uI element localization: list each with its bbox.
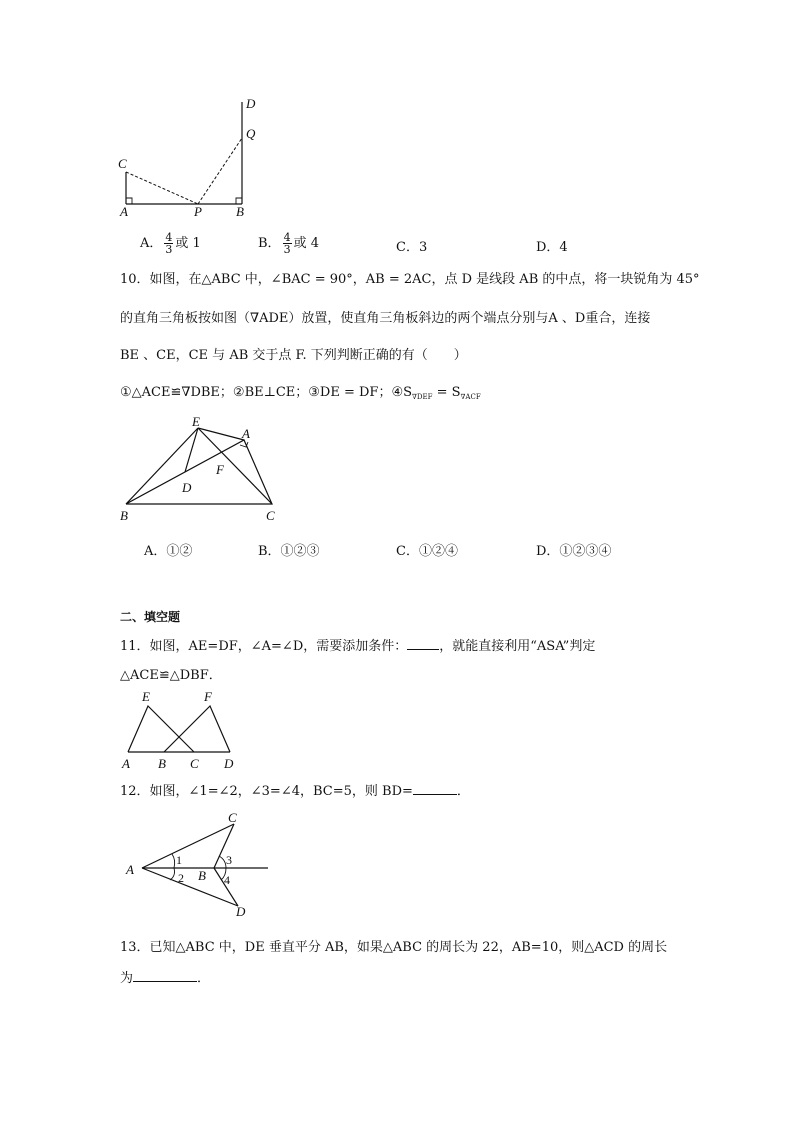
label-c: C [190,756,199,771]
label-c: C [266,508,275,523]
q10-equals: = S [432,385,461,400]
q11-line2: △ACE≌△DBF． [120,668,222,683]
section-title: 二、填空题 [120,610,181,624]
dashed-pq [198,138,242,204]
label-c: C [228,810,237,825]
angle-label-2: 2 [178,871,184,885]
q11-text-pre: 11．如图，AE=DF，∠A=∠D，需要添加条件： [120,639,408,654]
q10-choice-b[interactable]: B．①②③ [258,544,320,559]
q12-text-post: ． [456,784,470,799]
q9-choice-b[interactable] [258,232,319,255]
label-a: A [120,204,128,219]
fraction [283,232,292,255]
triangle-aec [128,706,194,752]
angle-label-1: 1 [176,853,182,867]
fraction-denominator: 3 [165,243,173,256]
label-a: A [122,756,130,771]
q10-figure [112,412,292,532]
q13-text-post: ． [197,971,211,986]
angle-label-4: 4 [224,873,230,887]
angle-label-3: 3 [226,853,232,867]
label-b: B [198,868,206,883]
q10-subscript-def: ∇DEF [412,393,433,401]
q12-figure [122,810,272,920]
angle-arc-2 [170,868,175,880]
answer-blank[interactable] [407,649,439,650]
q10-choice-d[interactable]: D．①②③④ [536,544,612,559]
label-d: D [224,756,234,771]
label-f: F [204,689,212,704]
q13-line2 [120,967,210,986]
label-a: A [242,426,250,441]
angle-arc-1 [172,854,175,868]
q12-text-pre: 12．如图，∠1=∠2，∠3=∠4，BC=5，则 BD= [120,784,413,799]
q13-line1: 13．已知△ABC 中，DE 垂直平分 AB，如果△ABC 的周长为 22，AB=10，则△ACD 的周长 [120,940,668,955]
q11-figure [118,688,248,771]
q10-statements: ①△ACE≌∇DBE；②BE⊥CE；③DE = DF；④S [120,385,412,400]
q9-choice-a-prefix: A． [140,236,163,251]
q10-line2: 的直角三角板按如图（∇ADE）放置，使直角三角板斜边的两个端点分别与A 、D重合，连接 [120,311,651,326]
angle-arc-3 [219,856,226,868]
q12-text [120,780,470,799]
q9-choice-b-suffix: 或 4 [293,236,319,251]
segment-ec [198,428,272,504]
label-b: B [120,508,128,523]
label-d: D [182,480,192,495]
segment-ea [198,428,244,440]
q10-line1: 10．如图，在△ABC 中，∠BAC = 90°，AB = 2AC，点 D 是线段 AB 的中点，将一块锐角为 45° [120,272,700,287]
q10-line3: BE 、CE，CE 与 AB 交于点 F. 下列判断正确的有（ ） [120,348,467,363]
label-e: E [192,414,200,429]
q10-choice-a[interactable]: A．①② [144,544,193,559]
fraction-numerator: 4 [165,231,173,244]
label-f: F [216,462,224,477]
q9-figure [110,92,280,222]
label-b: B [158,756,166,771]
q10-line4 [120,381,481,401]
answer-blank[interactable] [133,981,197,982]
answer-blank[interactable] [413,794,457,795]
q9-choice-a-suffix: 或 1 [175,236,201,251]
fraction-numerator: 4 [283,231,291,244]
dashed-cp [126,172,198,204]
label-c: C [118,156,127,171]
q10-choice-c[interactable]: C．①②④ [396,544,458,559]
label-a: A [126,862,134,877]
q13-text-pre: 为 [120,971,134,986]
q10-subscript-acf: ∇ACF [460,393,481,401]
label-d: D [236,904,246,919]
fraction [164,232,173,255]
triangle-bca [126,440,272,504]
q11-text-post: ，就能直接利用“ASA”判定 [439,639,596,654]
q9-choice-c[interactable]: C．3 [396,240,428,255]
label-p: P [194,204,202,219]
label-d: D [246,96,256,111]
label-b: B [236,204,244,219]
q9-choice-b-prefix: B． [258,236,281,251]
fraction-denominator: 3 [283,243,291,256]
label-q: Q [246,126,256,141]
q11-line1 [120,635,595,654]
q9-choice-a[interactable] [140,232,201,255]
label-e: E [142,689,150,704]
triangle-bfd [164,706,230,752]
segment-ac [142,824,234,868]
q9-choice-d[interactable]: D．4 [536,240,568,255]
